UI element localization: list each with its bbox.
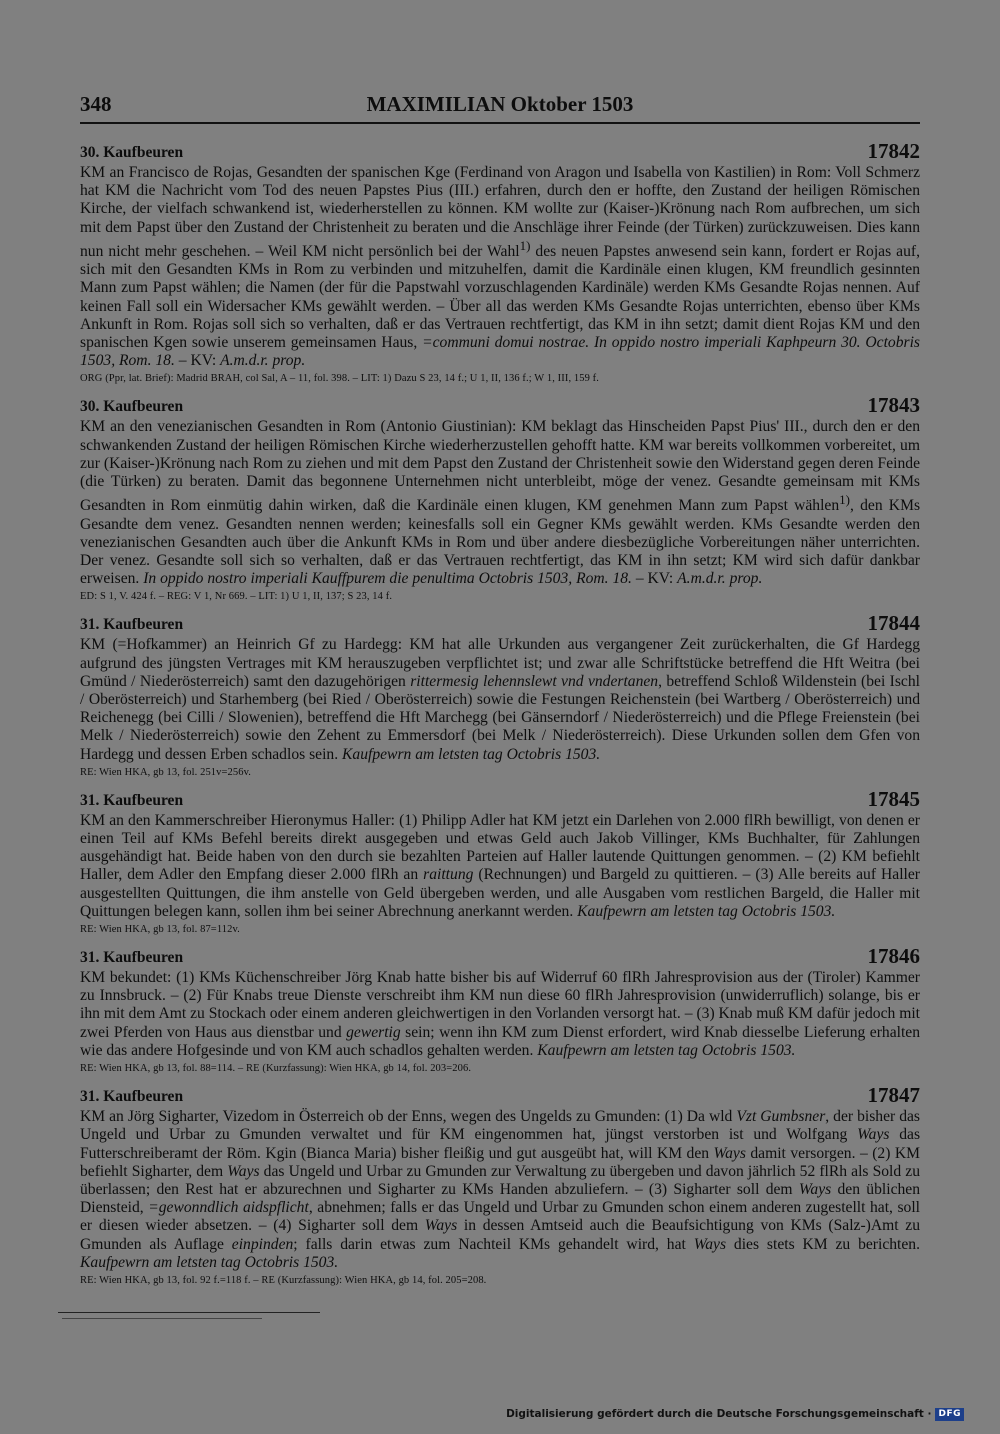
entries-list <box>80 140 920 1296</box>
entry-text: KM an den venezianischen Gesandten in Rom (Antonio Giustinian): KM beklagt das Hinscheiden Papst Pius' III., durch den er den schwankenden Zustand der heiligen Römischen Kirche wiederherzustellen gehofft hatte. KM war bereits vollkommen vorbereitet, um zur (Kaiser-)Krönung nach Rom zu ziehen und mit dem Papst den Zustand der Christenheit sowie den Widerstand gegen deren Feinde (die Türken) zu beraten. Damit das begonnene Unternehmen nicht unterbleibt, möge der venez. Gesandte gemeinsam mit KMs Gesandten in Rom einmütig dahin wirken, daß die Kardinäle einen klugen, KM genehmen Mann zum Papst wählen$^{1)}$, den KMs Gesandte dem venez. Gesandten nennen werden; keinesfalls soll ein Gegner KMs gewählt werden. KMs Gesandte werden den venezianischen Gesandten auch über die Ankunft KMs in Rom und über andere diesbezügliche Vorbereitungen näher unterrichten. Der venez. Gesandte soll sich so verhalten, daß er das Vertrauen rechtfertigt, das KM in ihn setzt; KM wird sich dafür dankbar erweisen. In oppido nostro imperiali Kauffpurem die penultima Octobris 1503, Rom. 18. – KV: A.m.d.r. prop. <box>80 418 921 588</box>
footnote-rule <box>58 1312 320 1313</box>
entry-text: KM an Francisco de Rojas, Gesandten der spanischen Kge (Ferdinand von Aragon und Isabella von Kastilien) in Rom: Voll Schmerz hat KM die Nachricht vom Tod des neuen Papstes Pius (III.) erfahren, durch den er hoffte, den Zustand der heiligen Römischen Kirche, der vielfach schwankend ist, wiederherstellen zu können. KM wollte zur (Kaiser-)Krönung nach Rom aufbrechen, um sich mit dem Papst über den Zustand der Christenheit zu beraten und die Anschläge ihrer Feinde (der Türken) zurückzuweisen. Dies kann nun nicht mehr geschehen. – Weil KM nicht persönlich bei der Wahl$^{1)}$ des neuen Papstes anwesend sein kann, fordert er Rojas auf, sich mit den Gesandten KMs in Rom zu verbinden und mitzuhelfen, damit die Kardinäle einen klugen, KM freundlich gesinnten Mann zum Papst wählen; die Namen (der für die Papstwahl vorzuschlagenden Kardinäle) werden KMs Gesandte Rojas nennen. Auf keinen Fall soll ein Widersacher KMs gewählt werden. – Über all das werden KMs Gesandte Rojas unterrichten, ebenso über KMs Ankunft in Rom. Rojas soll sich so verhalten, daß er das Vertrauen rechtfertigt, das KM in ihn setzt; damit dient Rojas KM und den spanischen Kgen sowie unserem gemeinsamen Haus, =communi domui nostrae. In oppido nostro imperiali Kaphpeurn 30. Octobris 1503, Rom. 18. – KV: A.m.d.r. prop. <box>80 164 920 370</box>
entry-date-place: 31. Kaufbeuren <box>80 949 184 967</box>
footnote-rule-secondary <box>62 1318 262 1319</box>
regest-entry <box>80 394 920 604</box>
regest-entry <box>80 612 920 779</box>
regest-entry <box>80 140 920 386</box>
entry-number: 17844 <box>867 611 920 636</box>
entry-date-place: 31. Kaufbeuren <box>80 791 184 809</box>
entry-source: ORG (Ppr, lat. Brief): Madrid BRAH, col Sal, A – 11, fol. 398. – LIT: 1) Dazu S 23, 14 f.; U 1, II, 136 f.; W 1, III, 159 f. <box>80 373 599 385</box>
entry-source: RE: Wien HKA, gb 13, fol. 88=114. – RE (Kurzfassung): Wien HKA, gb 14, fol. 203=206. <box>80 1063 472 1075</box>
entry-text: KM (=Hofkammer) an Heinrich Gf zu Hardegg: KM hat alle Urkunden aus vergangener Zeit zurückerhalten, die Gf Hardegg aufgrund des jüngsten Vertrages mit KM herauszugeben verpflichtet ist; und zwar alle Schriftstücke betreffend die Hft Weitra (bei Gmünd / Niederösterreich) samt den dazugehörigen rittermesig lehennslewt vnd vndertanen, betreffend Schloß Wildenstein (bei Ischl / Oberösterreich) und Starhemberg (bei Ried / Oberösterreich) sowie die Festungen Reichenstein (bei Wartberg / Oberösterreich) und Reichenegg (bei Cilli / Slowenien), betreffend die Hft Marchegg (bei Gänserndorf / Niederösterreich) und die Pflege Freienstein (bei Melk / Niederösterreich) sowie den Zehent zu Emmersdorf (bei Melk / Niederösterreich). Diese Urkunden sollen dem Gfen von Hardegg und dessen Erben schadlos sein. Kaufpewrn am letsten tag Octobris 1503. <box>80 636 920 763</box>
entry-date-place: 30. Kaufbeuren <box>80 144 184 161</box>
entry-heading <box>80 140 920 164</box>
entry-heading <box>80 394 920 418</box>
entry-text: KM an Jörg Sigharter, Vizedom in Österreich ob der Enns, wegen des Ungelds zu Gmunden: (1) Da wld Vzt Gumbsner, der bisher das Ungeld und Urbar zu Gmunden verwaltet und für KM eingenommen hat, jüngst verstorben ist und Wolfgang Ways das Futterschreiberamt der Röm. Kgin (Bianca Maria) bisher fleißig und gut ausgeübt hat, will KM den Ways damit versorgen. – (2) KM befiehlt Sigharter, dem Ways das Ungeld und Urbar zu Gmunden zur Verwaltung zu übergeben und davon jährlich 52 flRh als Sold zu überlassen; den Rest hat er abzurechnen und Sigharter zu KMs Handen abzuliefern. – (3) Sigharter soll dem Ways den üblichen Diensteid, =gewonndlich aidspflicht, abnehmen; falls er das Ungeld und Urbar zu Gmunden schon einem anderen zugestellt hat, soll er diesen wieder absetzen. – (4) Sigharter soll dem Ways in dessen Amtseid auch die Beaufsichtigung von KMs (Salz-)Amt zu Gmunden als Auflage einpinden; falls darin etwas zum Nachteil KMs gehandelt wird, hat Ways dies stets KM zu berichten. Kaufpewrn am letsten tag Octobris 1503. <box>80 1108 921 1271</box>
page-header <box>80 92 920 124</box>
entry-date-place: 30. Kaufbeuren <box>80 398 184 416</box>
running-title: MAXIMILIAN Oktober 1503 <box>366 92 634 116</box>
regest-entry <box>80 945 920 1076</box>
entry-number: 17847 <box>867 1083 920 1108</box>
page-number: 348 <box>80 92 112 116</box>
entry-date-place: 31. Kaufbeuren <box>80 616 184 634</box>
entry-source: RE: Wien HKA, gb 13, fol. 251v=256v. <box>80 766 251 778</box>
digitization-credit <box>506 1406 964 1422</box>
entry-heading <box>80 945 920 969</box>
entry-heading <box>80 612 920 636</box>
entry-source: ED: S 1, V. 424 f. – REG: V 1, Nr 669. – LIT: 1) U 1, II, 137; S 23, 14 f. <box>80 591 393 603</box>
entry-number: 17846 <box>867 944 920 969</box>
entry-source: RE: Wien HKA, gb 13, fol. 87=112v. <box>80 924 240 936</box>
entry-text: KM bekundet: (1) KMs Küchenschreiber Jörg Knab hatte bisher bis auf Widerruf 60 flRh Jahresprovision aus der (Tiroler) Kammer zu Innsbruck. – (2) Für Knabs treue Dienste verschreibt ihm KM nun diese 60 flRh Jahresprovision (unwiderruflich) solange, bis er ihn mit dem Amt zu Stockach oder einem anderen gleichwertigen in den Vorlanden versorgt hat. – (3) Knab muß KM dafür jedoch mit zwei Pferden von Haus aus dienstbar und gewertig sein; wenn ihn KM zum Dienst erfordert, wird Knab diesselbe Lieferung erhalten wie das andere Hofgesinde und von KM auch schadlos gehalten werden. Kaufpewrn am letsten tag Octobris 1503. <box>80 969 920 1059</box>
entry-number: 17842 <box>867 139 920 163</box>
credit-text: Digitalisierung gefördert durch die Deutsche Forschungsgemeinschaft · <box>506 1408 932 1420</box>
entry-source: RE: Wien HKA, gb 13, fol. 92 f.=118 f. – RE (Kurzfassung): Wien HKA, gb 14, fol. 205=208. <box>80 1274 487 1286</box>
regest-entry <box>80 1084 920 1288</box>
entry-heading <box>80 1084 920 1108</box>
entry-heading <box>80 788 920 812</box>
entry-text: KM an den Kammerschreiber Hieronymus Haller: (1) Philipp Adler hat KM jetzt ein Darlehen von 2.000 flRh bewilligt, von denen er einen Teil auf KMs Befehl bereits direkt ausgegeben und etwas Geld auch Jakob Villinger, KMs Buchhalter, für Zahlungen ausgehändigt hat. Beide haben von den durch sie bezahlten Parteien auf Haller lautende Quittungen genommen. – (2) KM befiehlt Haller, dem Adler den Empfang dieser 2.000 flRh an raittung (Rechnungen) und Bargeld zu quittieren. – (3) Alle bereits auf Haller ausgestellten Quittungen, die ihm anstelle von Geld übergeben werden, und alle Ausgaben vom restlichen Bargeld, die Haller mit Quittungen belegen kann, sollen ihm bei seiner Abrechnung anerkannt werden. Kaufpewrn am letsten tag Octobris 1503. <box>80 811 920 920</box>
entry-date-place: 31. Kaufbeuren <box>80 1088 184 1106</box>
entry-number: 17845 <box>867 786 920 811</box>
dfg-logo: DFG <box>935 1408 964 1421</box>
regest-entry <box>80 788 920 937</box>
entry-number: 17843 <box>867 393 920 418</box>
